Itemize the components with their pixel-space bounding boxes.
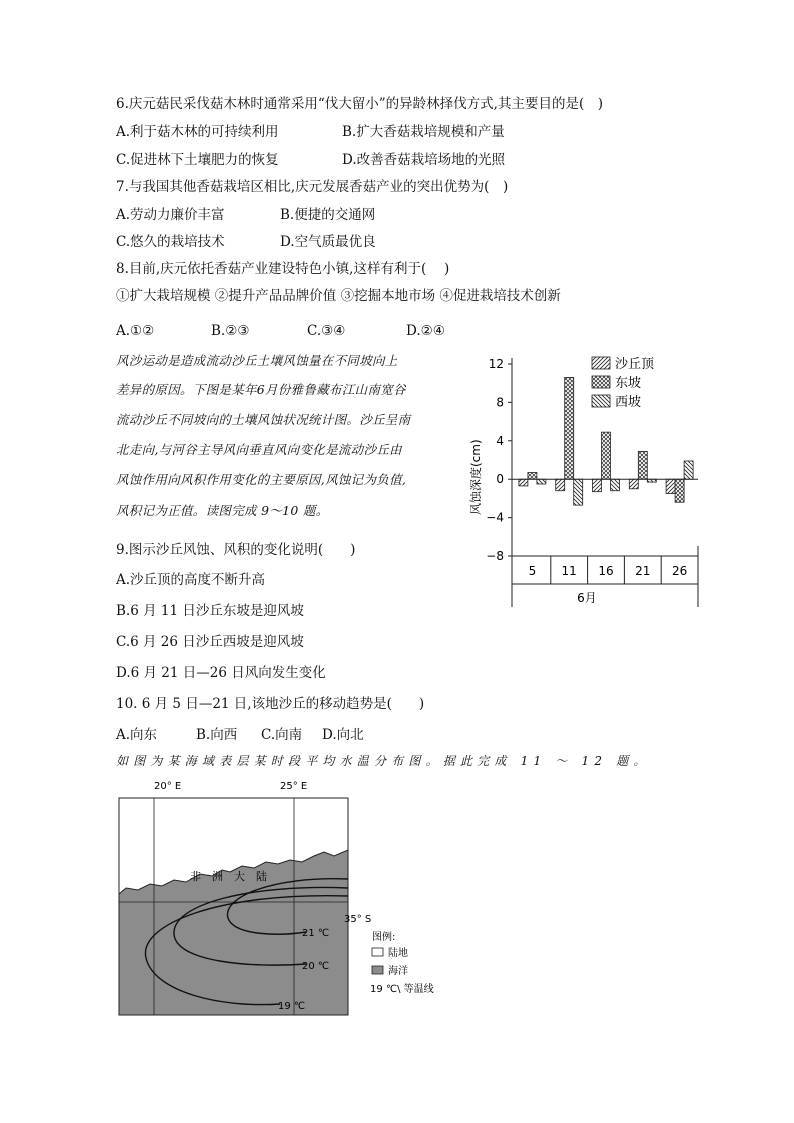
x-tick-label: 21 (635, 564, 651, 578)
q7-option-b: B.便捷的交通网 (280, 207, 376, 223)
y-tick-label: 0 (496, 472, 504, 487)
bar (565, 377, 574, 479)
q10-option-c: C.向南 (261, 727, 303, 743)
q7-option-a: A.劳动力廉价丰富 (116, 207, 225, 223)
q10-stem: 10. 6 月 5 日—21 日,该地沙丘的移动趋势是( ) (116, 696, 425, 712)
lon-label-25e: 25° E (280, 781, 308, 792)
q8-items: ①扩大栽培规模 ②提升产品品牌价值 ③挖掘本地市场 ④促进栽培技术创新 (116, 288, 561, 304)
legend-swatch (592, 395, 610, 407)
passage1-line-3: 流动沙丘不同坡向的土壤风蚀状况统计图。沙丘呈南 (116, 412, 411, 427)
passage1-line-2: 差异的原因。下图是某年6月份雅鲁藏布江山南宽谷 (116, 382, 406, 397)
lon-label-20e: 20° E (154, 781, 182, 792)
bar (675, 479, 684, 502)
q8-stem: 8.目前,庆元依托香菇产业建设特色小镇,这样有利于( ) (116, 261, 450, 277)
bar (593, 479, 602, 491)
y-tick-label: −4 (486, 510, 504, 525)
x-tick-label: 16 (598, 564, 614, 578)
passage2: 如图为某海域表层某时段平均水温分布图。据此完成 11 ～ 12 题。 (116, 754, 651, 768)
map-legend-title: 图例: (372, 932, 396, 943)
chart-xlabel: 6月 (577, 591, 597, 605)
bar (537, 479, 546, 484)
passage1-line-5: 风蚀作用向风积作用变化的主要原因,风蚀记为负值, (116, 472, 407, 487)
q8-option-c: C.③④ (307, 323, 346, 339)
q9-stem: 9.图示沙丘风蚀、风积的变化说明( ) (116, 542, 356, 558)
q6-stem: 6.庆元菇民采伐菇木林时通常采用“伐大留小”的异龄林择伐方式,其主要目的是( ) (116, 96, 604, 112)
q7-option-c: C.悠久的栽培技术 (116, 234, 225, 250)
bar (574, 479, 583, 505)
legend-swatch (592, 376, 610, 388)
legend-label: 东坡 (615, 376, 642, 391)
q6-option-b: B.扩大香菇栽培规模和产量 (342, 124, 505, 140)
y-tick-label: 12 (488, 357, 504, 371)
x-tick-label: 11 (561, 564, 577, 578)
lat-label-35s: 35° S (344, 914, 372, 925)
bar (684, 461, 693, 479)
y-tick-label: 8 (496, 395, 504, 410)
legend-ocean-swatch (372, 966, 383, 974)
q9-option-a: A.沙丘顶的高度不断升高 (116, 572, 266, 588)
bar (519, 479, 528, 486)
y-tick-label: −8 (486, 549, 504, 563)
bar (638, 451, 647, 479)
q6-option-a: A.利于菇木林的可持续利用 (116, 124, 279, 140)
legend-label: 沙丘顶 (615, 357, 655, 372)
q6-option-c: C.促进林下土壤肥力的恢复 (116, 152, 279, 168)
q6-option-d: D.改善香菇栽培场地的光照 (342, 152, 506, 168)
y-tick-label: 4 (496, 433, 504, 448)
q9-option-b: B.6 月 11 日沙丘东坡是迎风坡 (116, 603, 304, 619)
legend-isotherm-label: 19 ℃\ 等温线 (370, 984, 434, 995)
x-tick-label: 26 (671, 564, 688, 578)
legend-swatch (592, 357, 610, 369)
q10-option-a: A.向东 (116, 727, 158, 743)
bar (666, 479, 675, 493)
passage1-line-4: 北走向,与河谷主导风向垂直风向变化是流动沙丘由 (116, 442, 402, 457)
continent-label: 非 洲 大 陆 (190, 870, 267, 883)
chart-ylabel: 风蚀深度(cm) (469, 439, 483, 515)
isotherm-label-19: 19 ℃ (278, 1001, 306, 1012)
bar (602, 432, 611, 479)
q7-stem: 7.与我国其他香菇栽培区相比,庆元发展香菇产业的突出优势为( ) (116, 179, 509, 195)
passage1-line-1: 风沙运动是造成流动沙丘土壤风蚀量在不同坡向上 (116, 353, 398, 368)
q10-option-d: D.向北 (322, 727, 364, 743)
q10-option-b: B.向西 (196, 727, 238, 743)
q7-option-d: D.空气质最优良 (280, 234, 376, 250)
legend-ocean-label: 海洋 (388, 966, 408, 977)
passage1-line-6: 风积记为正值。读图完成 9～10 题。 (116, 503, 329, 518)
bar (611, 479, 620, 491)
bar (556, 479, 565, 491)
q9-option-c: C.6 月 26 日沙丘西坡是迎风坡 (116, 634, 304, 650)
x-tick-label: 5 (528, 564, 537, 578)
legend-label: 西坡 (615, 395, 642, 410)
wind-erosion-chart (460, 345, 710, 613)
bar (629, 479, 638, 489)
q8-option-d: D.②④ (406, 323, 445, 339)
legend-land-swatch (372, 948, 383, 956)
legend-land-label: 陆地 (388, 948, 408, 959)
isotherm-label-21: 21 ℃ (302, 928, 330, 939)
q9-option-d: D.6 月 21 日—26 日风向发生变化 (116, 665, 326, 681)
q8-option-a: A.①② (116, 323, 155, 339)
bar (528, 472, 537, 479)
isotherm-label-20: 20 ℃ (302, 961, 330, 972)
sea-temperature-map (110, 776, 440, 1021)
q8-option-b: B.②③ (211, 323, 250, 339)
